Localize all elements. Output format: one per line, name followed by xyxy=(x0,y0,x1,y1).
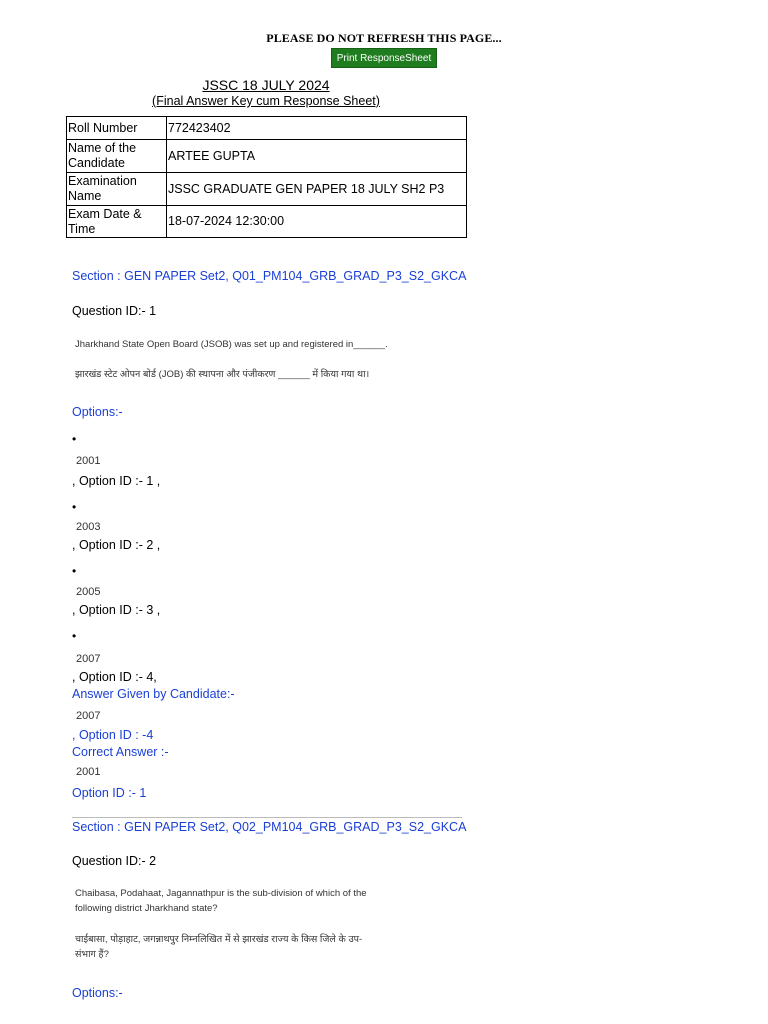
refresh-warning: PLEASE DO NOT REFRESH THIS PAGE... xyxy=(266,31,502,45)
question-text-hindi-line2: संभाग हैं? xyxy=(75,949,109,960)
question-id: Question ID:- 1 xyxy=(72,304,157,318)
page-subtitle: (Final Answer Key cum Response Sheet) xyxy=(152,94,380,108)
exam-date-label: Exam Date & Time xyxy=(67,206,167,238)
candidate-name-value: ARTEE GUPTA xyxy=(167,140,467,173)
question-text-english-line1: Chaibasa, Podahaat, Jagannathpur is the sub-division of which of the xyxy=(75,888,367,899)
table-row xyxy=(67,117,467,140)
options-heading: Options:- xyxy=(72,986,123,1000)
answer-given-value: 2007 xyxy=(76,710,101,722)
option-bullet: • xyxy=(72,564,77,578)
exam-name-label: Examination Name xyxy=(67,173,167,206)
roll-number-label: Roll Number xyxy=(67,117,167,140)
option-value: 2005 xyxy=(76,586,101,598)
option-value: 2007 xyxy=(76,653,101,665)
exam-date-value: 18-07-2024 12:30:00 xyxy=(167,206,467,238)
option-bullet: • xyxy=(72,629,77,643)
question-id: Question ID:- 2 xyxy=(72,854,157,868)
option-bullet: • xyxy=(72,500,77,514)
section-heading: Section : GEN PAPER Set2, Q02_PM104_GRB_GRAD_P3_S2_GKCA xyxy=(72,820,467,834)
table-row xyxy=(67,206,467,238)
correct-answer-value: 2001 xyxy=(76,766,101,778)
question-divider xyxy=(72,817,462,818)
answer-given-option-id: , Option ID : -4 xyxy=(72,728,154,742)
option-id: , Option ID :- 3 , xyxy=(72,603,161,617)
question-text-english-line2: following district Jharkhand state? xyxy=(75,903,218,914)
candidate-name-label: Name of the Candidate xyxy=(67,140,167,173)
option-id: , Option ID :- 2 , xyxy=(72,538,161,552)
option-value: 2001 xyxy=(76,455,101,467)
option-value: 2003 xyxy=(76,521,101,533)
option-id: , Option ID :- 4, xyxy=(72,670,157,684)
exam-name-value: JSSC GRADUATE GEN PAPER 18 JULY SH2 P3 xyxy=(167,173,467,206)
table-row xyxy=(67,173,467,206)
print-response-sheet-button[interactable]: Print ResponseSheet xyxy=(331,48,437,68)
option-bullet: • xyxy=(72,432,77,446)
correct-answer-label: Correct Answer :- xyxy=(72,745,169,759)
question-text-hindi-line1: चाईबासा, पोड़ाहाट, जगन्नाथपुर निम्नलिखित में से झारखंड राज्य के किस जिले के उप- xyxy=(75,934,363,945)
candidate-info-table xyxy=(66,116,467,238)
options-heading: Options:- xyxy=(72,405,123,419)
section-heading: Section : GEN PAPER Set2, Q01_PM104_GRB_GRAD_P3_S2_GKCA xyxy=(72,269,467,283)
answer-given-label: Answer Given by Candidate:- xyxy=(72,687,235,701)
roll-number-value: 772423402 xyxy=(167,117,467,140)
page-title: JSSC 18 JULY 2024 xyxy=(202,77,330,93)
table-row xyxy=(67,140,467,173)
question-text-hindi: झारखंड स्टेट ओपन बोर्ड (JOB) की स्थापना और पंजीकरण ______ में किया गया था। xyxy=(75,369,370,380)
question-text-english: Jharkhand State Open Board (JSOB) was set up and registered in______. xyxy=(75,339,388,350)
correct-answer-option-id: Option ID :- 1 xyxy=(72,786,147,800)
option-id: , Option ID :- 1 , xyxy=(72,474,161,488)
